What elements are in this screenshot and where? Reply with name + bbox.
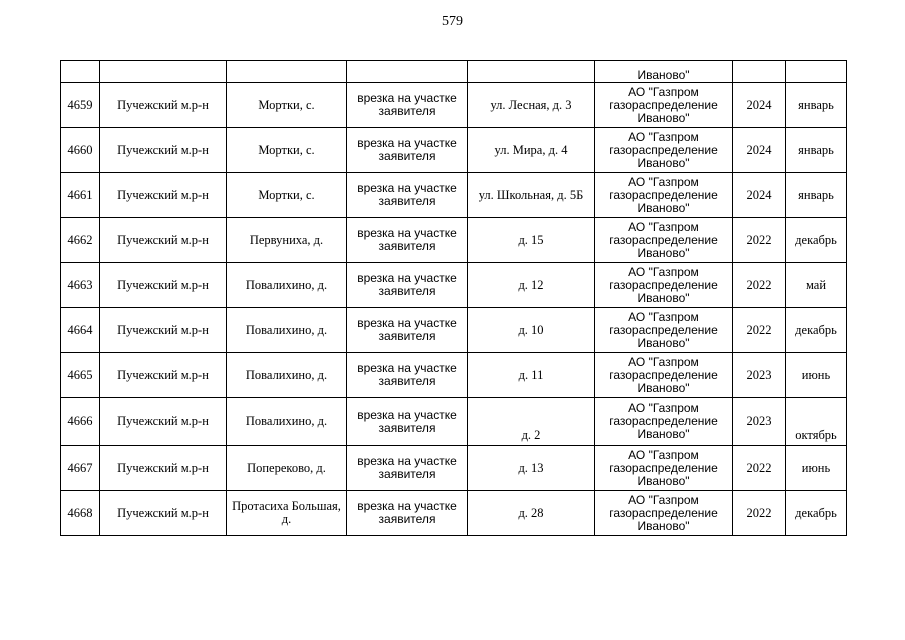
cell-operator: Иваново" [595, 61, 733, 83]
table-row [61, 446, 847, 491]
cell-month: декабрь [786, 218, 847, 263]
cell-address [468, 61, 595, 83]
cell-locality: Повалихино, д. [227, 308, 347, 353]
cell-district: Пучежский м.р-н [100, 173, 227, 218]
cell-locality: Протасиха Большая, д. [227, 491, 347, 536]
cell-num: 4666 [61, 398, 100, 446]
cell-work: врезка на участке заявителя [347, 263, 468, 308]
cell-operator: АО "Газпром газораспределение Иваново" [595, 263, 733, 308]
cell-locality: Повалихино, д. [227, 263, 347, 308]
cell-year: 2022 [733, 308, 786, 353]
cell-locality: Первуниха, д. [227, 218, 347, 263]
cell-year: 2023 [733, 398, 786, 446]
cell-work: врезка на участке заявителя [347, 83, 468, 128]
cell-locality: Повалихино, д. [227, 398, 347, 446]
cell-operator: АО "Газпром газораспределение Иваново" [595, 446, 733, 491]
cell-num: 4664 [61, 308, 100, 353]
table-row [61, 218, 847, 263]
cell-operator: АО "Газпром газораспределение Иваново" [595, 491, 733, 536]
cell-num [61, 61, 100, 83]
table-row [61, 173, 847, 218]
cell-locality: Попереково, д. [227, 446, 347, 491]
cell-address: ул. Лесная, д. 3 [468, 83, 595, 128]
table-row [61, 353, 847, 398]
cell-district: Пучежский м.р-н [100, 491, 227, 536]
cell-year: 2022 [733, 446, 786, 491]
cell-num: 4667 [61, 446, 100, 491]
cell-address: ул. Школьная, д. 5Б [468, 173, 595, 218]
table-row [61, 263, 847, 308]
table-row-continuation [61, 61, 847, 83]
cell-num: 4659 [61, 83, 100, 128]
cell-month: январь [786, 128, 847, 173]
cell-year: 2023 [733, 353, 786, 398]
cell-locality: Повалихино, д. [227, 353, 347, 398]
cell-year: 2022 [733, 263, 786, 308]
page-number: 579 [442, 14, 463, 29]
cell-address: д. 13 [468, 446, 595, 491]
cell-work [347, 61, 468, 83]
cell-work: врезка на участке заявителя [347, 128, 468, 173]
cell-district: Пучежский м.р-н [100, 128, 227, 173]
cell-district: Пучежский м.р-н [100, 446, 227, 491]
cell-num: 4661 [61, 173, 100, 218]
table-row [61, 83, 847, 128]
cell-work: врезка на участке заявителя [347, 398, 468, 446]
cell-month: январь [786, 173, 847, 218]
cell-address: д. 2 [468, 398, 595, 446]
cell-address: д. 10 [468, 308, 595, 353]
cell-num: 4662 [61, 218, 100, 263]
cell-locality: Мортки, с. [227, 83, 347, 128]
cell-operator: АО "Газпром газораспределение Иваново" [595, 353, 733, 398]
cell-num: 4663 [61, 263, 100, 308]
cell-year [733, 61, 786, 83]
cell-operator: АО "Газпром газораспределение Иваново" [595, 398, 733, 446]
cell-district [100, 61, 227, 83]
cell-operator: АО "Газпром газораспределение Иваново" [595, 128, 733, 173]
cell-month: декабрь [786, 308, 847, 353]
cell-month: июнь [786, 446, 847, 491]
cell-address: д. 11 [468, 353, 595, 398]
cell-district: Пучежский м.р-н [100, 83, 227, 128]
cell-num: 4665 [61, 353, 100, 398]
cell-address: д. 28 [468, 491, 595, 536]
cell-num: 4660 [61, 128, 100, 173]
cell-address: д. 12 [468, 263, 595, 308]
cell-year: 2022 [733, 218, 786, 263]
table-row [61, 308, 847, 353]
cell-month: декабрь [786, 491, 847, 536]
cell-month: май [786, 263, 847, 308]
cell-work: врезка на участке заявителя [347, 218, 468, 263]
cell-work: врезка на участке заявителя [347, 308, 468, 353]
table-row [61, 128, 847, 173]
gasification-table [60, 60, 847, 536]
cell-district: Пучежский м.р-н [100, 398, 227, 446]
cell-month [786, 61, 847, 83]
cell-work: врезка на участке заявителя [347, 491, 468, 536]
table-body [61, 61, 847, 536]
cell-year: 2024 [733, 128, 786, 173]
cell-operator: АО "Газпром газораспределение Иваново" [595, 218, 733, 263]
table-row [61, 398, 847, 446]
cell-address: д. 15 [468, 218, 595, 263]
cell-district: Пучежский м.р-н [100, 353, 227, 398]
cell-operator: АО "Газпром газораспределение Иваново" [595, 173, 733, 218]
cell-operator: АО "Газпром газораспределение Иваново" [595, 83, 733, 128]
cell-district: Пучежский м.р-н [100, 308, 227, 353]
cell-num: 4668 [61, 491, 100, 536]
cell-month: июнь [786, 353, 847, 398]
cell-district: Пучежский м.р-н [100, 263, 227, 308]
cell-locality: Мортки, с. [227, 128, 347, 173]
cell-month: октябрь [786, 398, 847, 446]
cell-locality: Мортки, с. [227, 173, 347, 218]
cell-work: врезка на участке заявителя [347, 353, 468, 398]
cell-work: врезка на участке заявителя [347, 446, 468, 491]
cell-operator: АО "Газпром газораспределение Иваново" [595, 308, 733, 353]
cell-locality [227, 61, 347, 83]
table-row [61, 491, 847, 536]
cell-work: врезка на участке заявителя [347, 173, 468, 218]
cell-month: январь [786, 83, 847, 128]
cell-year: 2024 [733, 83, 786, 128]
cell-year: 2024 [733, 173, 786, 218]
cell-year: 2022 [733, 491, 786, 536]
cell-address: ул. Мира, д. 4 [468, 128, 595, 173]
cell-district: Пучежский м.р-н [100, 218, 227, 263]
